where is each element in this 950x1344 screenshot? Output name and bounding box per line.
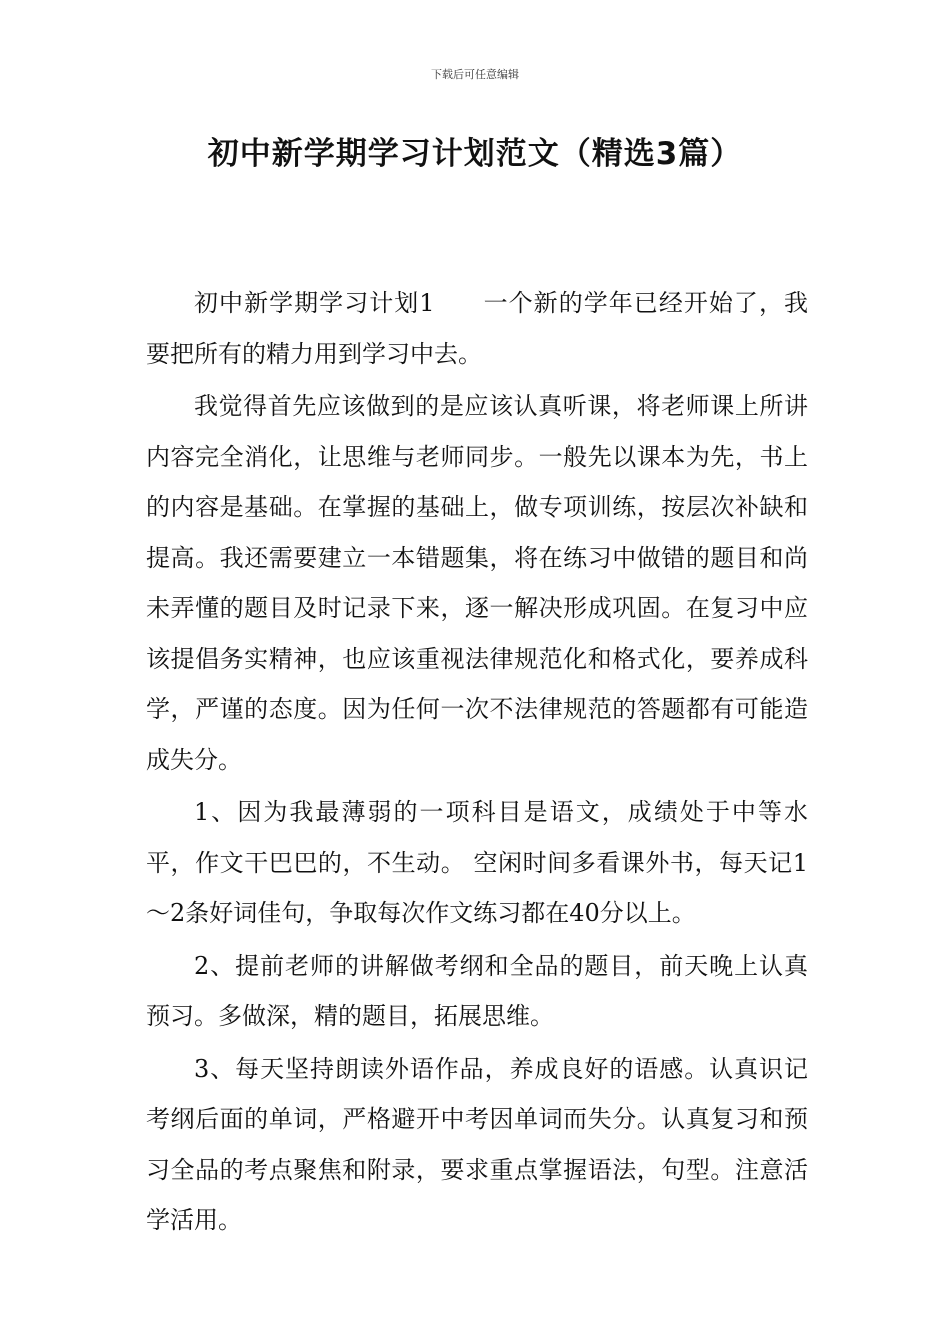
- paragraph-item-2: 2、提前老师的讲解做考纲和全品的题目，前天晚上认真预习。多做深，精的题目，拓展思维。: [146, 951, 808, 1030]
- header-note: 下载后可任意编辑: [431, 68, 519, 81]
- paragraph-item-3: 3、每天坚持朗读外语作品，养成良好的语感。认真识记考纲后面的单词，严格避开中考因单词而失分。认真复习和预习全品的考点聚焦和附录，要求重点掌握语法，句型。注意活学活用。: [146, 1054, 808, 1234]
- paragraph-item-1: 1、因为我最薄弱的一项科目是语文，成绩处于中等水平，作文干巴巴的，不生动。 空闲时间多看课外书，每天记1～2条好词佳句，争取每次作文练习都在40分以上。: [146, 798, 808, 927]
- paragraph: 我觉得首先应该做到的是应该认真听课，将老师课上所讲内容完全消化，让思维与老师同步。一般先以课本为先，书上的内容是基础。在掌握的基础上，做专项训练，按层次补缺和提高。我还需要建立一本错题集，将在练习中做错的题目和尚未弄懂的题目及时记录下来，逐一解决形成巩固。在复习中应该提倡务实精神，也应该重视法律规范化和格式化，要养成科学，严谨的态度。因为任何一次不法律规范的答题都有可能造成失分。: [146, 392, 808, 774]
- document-title: 初中新学期学习计划范文（精选3篇）: [207, 136, 743, 172]
- document-body: [146, 278, 808, 1248]
- paragraph-text: 一个新的学年已经开始了，我要把所有的精力用到学习中去。: [146, 289, 809, 368]
- section-heading: 初中新学期学习计划1: [194, 289, 435, 317]
- paragraph-intro: [146, 278, 808, 379]
